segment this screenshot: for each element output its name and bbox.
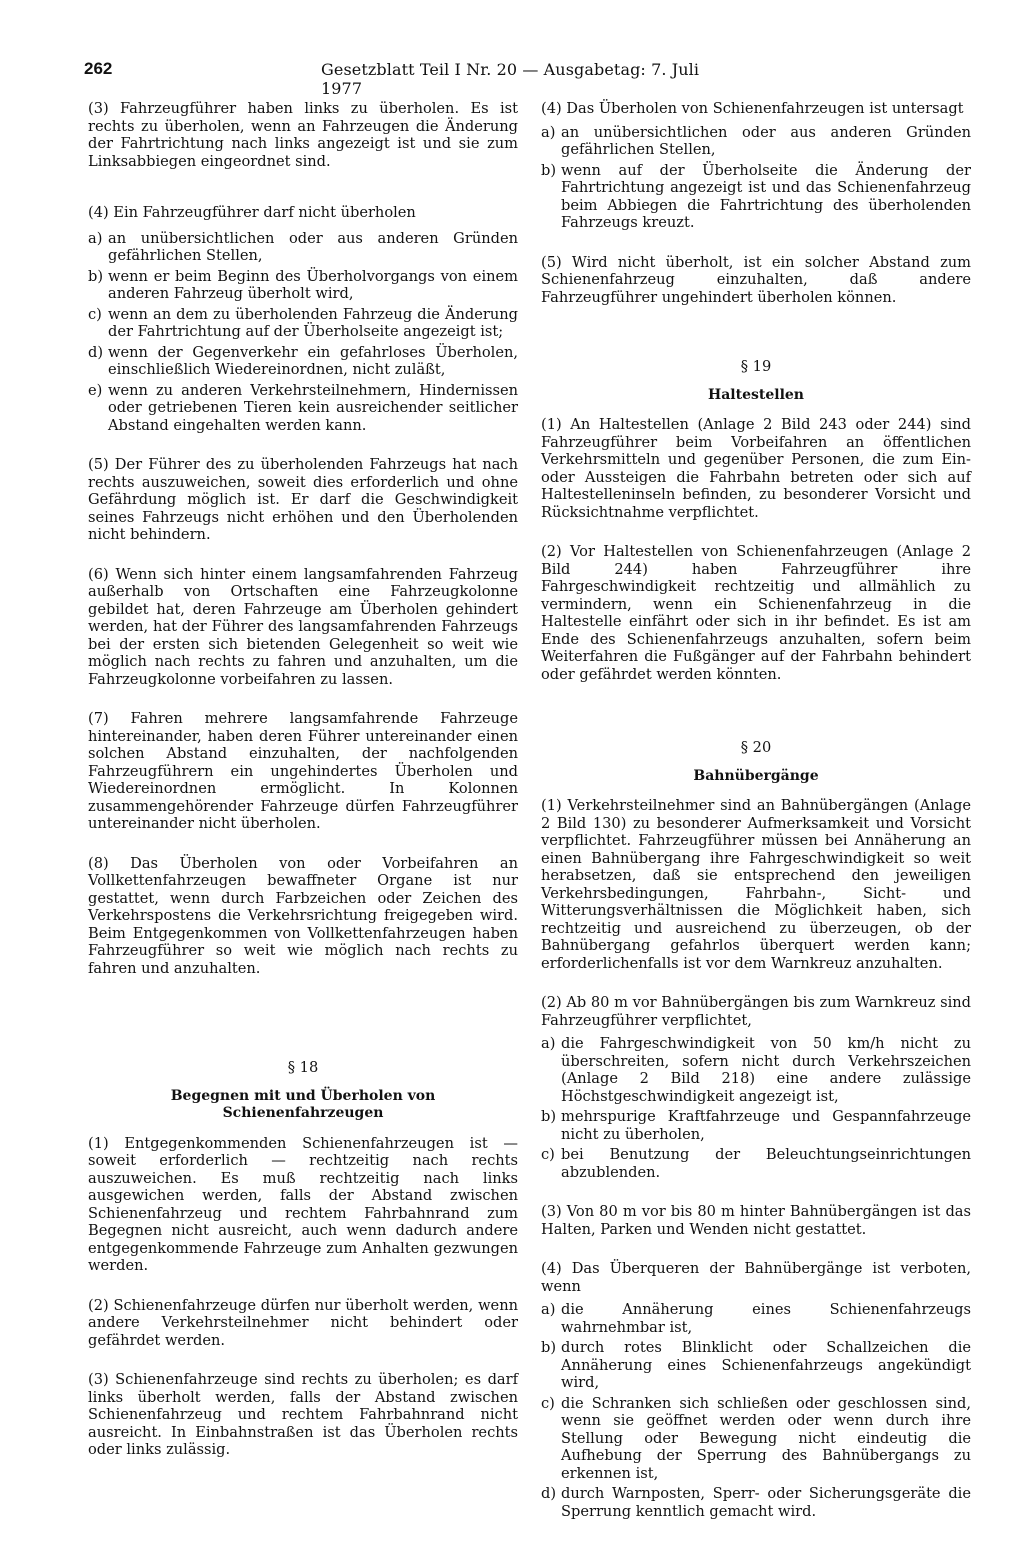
paragraph-6: (6) Wenn sich hinter einem langsamfahrenden Fahrzeug außerhalb von Ortschaften eine Fahrzeugkolonne gebildet hat, deren Fahrzeuge am Überholen gehindert werden, hat der Führer des langsamfahrenden Fahrzeugs bei der ersten sich bietenden Gelegenheit so weit wie möglich nach rechts zu fahren und anzuhalten, um die Fahrzeugkolonne vorbeifahren zu lassen. (88, 565, 518, 688)
section-20-paragraph-4-intro: (4) Das Überqueren der Bahnübergänge ist verboten, wenn (541, 1260, 971, 1295)
list-item (541, 1339, 971, 1392)
paragraph-7: (7) Fahren mehrere langsamfahrende Fahrzeuge hintereinander, haben deren Führer untereinander einen solchen Abstand einzuhalten, der nachfolgenden Fahrzeugführern ein ungehindertes Überholen und Wiedereinordnen ermöglicht. In Kolonnen zusammengehörender Fahrzeuge dürfen Fahrzeugführer untereinander nicht überholen. (88, 710, 518, 832)
list-item-letter: b) (541, 161, 557, 179)
section-18-paragraph-3: (3) Schienenfahrzeuge sind rechts zu überholen; es darf links überholt werden, falls der Abstand zwischen Schienenfahrzeug und rechtem Fahrbahnrand nicht ausreicht. In Einbahnstraßen ist das Überholen rechts oder links zulässig. (88, 1371, 518, 1458)
section-20-paragraph-4-list (541, 1301, 971, 1520)
list-item-text: an unübersichtlichen oder aus anderen Gründen gefährlichen Stellen, (108, 229, 518, 264)
list-item-text: durch Warnposten, Sperr- oder Sicherungsgeräte die Sperrung kenntlich gemacht wird. (561, 1485, 971, 1520)
list-item-text: bei Benutzung der Beleuchtungseinrichtungen abzublenden. (561, 1146, 971, 1181)
list-item (88, 268, 518, 303)
list-item-text: die Annäherung eines Schienenfahrzeugs wahrnehmbar ist, (561, 1301, 971, 1336)
list-item (541, 1395, 971, 1483)
section-20-paragraph-1: (1) Verkehrsteilnehmer sind an Bahnübergängen (Anlage 2 Bild 130) zu besonderer Aufmerksamkeit und Vorsicht verpflichtet. Fahrzeugführer müssen bei Annäherung an einen Bahnübergang ihre Fahrgeschwindigkeit so weit herabsetzen, daß sie entsprechend den jeweiligen Verkehrsbedingungen, Fahrbahn-, Sicht- und Witterungsverhältnissen die Möglichkeit haben, sich rechtzeitig und ausreichend zu überzeugen, ob der Bahnübergang gefahrlos überquert werden kann; erforderlichenfalls ist vor dem Warnkreuz anzuhalten. (541, 797, 971, 972)
list-item (88, 382, 518, 435)
section-20-number: § 20 (740, 739, 772, 756)
paragraph-3: (3) Fahrzeugführer haben links zu überholen. Es ist rechts zu überholen, wenn an Fahrzeugen die Änderung der Fahrtrichtung nach links angezeigt ist und sie zum Linksabbiegen eingeordnet sind. (88, 100, 518, 170)
list-item-letter: b) (541, 1108, 557, 1125)
list-item-text: mehrspurige Kraftfahrzeuge und Gespannfahrzeuge nicht zu überholen, (561, 1108, 971, 1143)
list-item (88, 344, 518, 379)
section-18-number: § 18 (287, 1059, 319, 1076)
section-19-number: § 19 (740, 358, 772, 375)
list-item (541, 162, 971, 232)
list-item-text: wenn an dem zu überholenden Fahrzeug die Änderung der Fahrtrichtung auf der Überholseite angezeigt ist; (108, 305, 518, 340)
section-18-paragraph-5: (5) Wird nicht überholt, ist ein solcher Abstand zum Schienenfahrzeug einzuhalten, daß andere Fahrzeugführer ungehindert überholen können. (541, 253, 971, 306)
list-item-letter: b) (88, 267, 104, 285)
list-item-text: wenn er beim Beginn des Überholvorgangs von einem anderen Fahrzeug überholt wird, (108, 267, 518, 302)
list-item-letter: c) (88, 305, 102, 323)
page-number: 262 (84, 59, 113, 78)
list-item-letter: a) (541, 1301, 556, 1318)
list-item-letter: b) (541, 1339, 557, 1356)
list-item-letter: a) (541, 1035, 556, 1052)
list-item-letter: d) (541, 1485, 557, 1502)
list-item-text: die Schranken sich schließen oder geschlossen sind, wenn sie geöffnet werden oder wenn durch ihre Stellung oder Bewegung nicht eindeutig die Aufhebung der Sperrung des Bahnübergangs zu erkennen ist, (561, 1394, 971, 1482)
section-19-paragraph-2: (2) Vor Haltestellen von Schienenfahrzeugen (Anlage 2 Bild 244) haben Fahrzeugführer ihre Fahrgeschwindigkeit rechtzeitig und allmählich zu vermindern, wenn ein Schienenfahrzeug in die Haltestelle einfährt oder sich in ihr befindet. Es ist am Ende des Schienenfahrzeugs anzuhalten, sofern beim Weiterfahren die Fußgänger auf der Fahrbahn behindert oder gefährdet werden könnten. (541, 543, 971, 683)
paragraph-4-intro: (4) Ein Fahrzeugführer darf nicht überholen (88, 204, 416, 221)
section-20-paragraph-3: (3) Von 80 m vor bis 80 m hinter Bahnübergängen ist das Halten, Parken und Wenden nicht gestattet. (541, 1203, 971, 1238)
list-item-letter: a) (541, 123, 556, 141)
list-item-letter: e) (88, 381, 103, 399)
section-18-title: Begegnen mit und Überholen von Schienenfahrzeugen (170, 1087, 436, 1121)
list-item-letter: a) (88, 229, 103, 247)
section-18-paragraph-4-list (541, 124, 971, 232)
list-item (541, 1035, 971, 1105)
list-item-letter: c) (541, 1146, 555, 1163)
list-item-text: durch rotes Blinklicht oder Schallzeichen die Annäherung eines Schienenfahrzeugs angekündigt wird, (561, 1339, 971, 1391)
section-20-paragraph-2-list (541, 1035, 971, 1181)
paragraph-5: (5) Der Führer des zu überholenden Fahrzeugs hat nach rechts auszuweichen, soweit dies erforderlich und ohne Gefährdung möglich ist. Er darf die Geschwindigkeit seines Fahrzeugs nicht erhöhen und den Überholenden nicht behindern. (88, 456, 518, 543)
section-19-title: Haltestellen (708, 386, 804, 403)
paragraph-8: (8) Das Überholen von oder Vorbeifahren an Vollkettenfahrzeugen bewaffneter Organe ist nur gestattet, wenn durch Farbzeichen oder Zeichen des Verkehrspostens die Verkehrsrichtung freigegeben wird. Beim Entgegenkommen von Vollkettenfahrzeugen haben Fahrzeugführer so weit wie möglich nach rechts zu fahren und anzuhalten. (88, 854, 518, 977)
section-18-paragraph-2: (2) Schienenfahrzeuge dürfen nur überholt werden, wenn andere Verkehrsteilnehmer nicht behindert oder gefährdet werden. (88, 1296, 518, 1349)
section-18-paragraph-1: (1) Entgegenkommenden Schienenfahrzeugen ist — soweit erforderlich — rechtzeitig nach rechts auszuweichen. Es muß rechtzeitig nach links ausgewichen werden, falls der Abstand zwischen Schienenfahrzeug und rechtem Fahrbahnrand zum Begegnen nicht ausreicht, auch wenn dadurch andere entgegenkommende Fahrzeuge zum Anhalten gezwungen werden. (88, 1134, 518, 1274)
section-18-paragraph-4-intro: (4) Das Überholen von Schienenfahrzeugen ist untersagt (541, 100, 964, 117)
section-20-paragraph-2-intro: (2) Ab 80 m vor Bahnübergängen bis zum Warnkreuz sind Fahrzeugführer verpflichtet, (541, 994, 971, 1029)
list-item (541, 124, 971, 159)
right-column (541, 100, 971, 1542)
list-item-text: wenn auf der Überholseite die Änderung der Fahrtrichtung angezeigt ist und das Schienenfahrzeug beim Abbiegen die Fahrtrichtung des überholenden Fahrzeugs kreuzt. (561, 161, 971, 231)
section-20-title: Bahnübergänge (693, 767, 819, 784)
list-item-letter: d) (88, 343, 104, 361)
list-item-letter: c) (541, 1394, 555, 1412)
list-item-text: die Fahrgeschwindigkeit von 50 km/h nicht zu überschreiten, sofern nicht durch Verkehrszeichen (Anlage 2 Bild 218) eine andere zulässige Höchstgeschwindigkeit angezeigt ist, (561, 1035, 971, 1105)
list-item (541, 1108, 971, 1143)
list-item-text: an unübersichtlichen oder aus anderen Gründen gefährlichen Stellen, (561, 123, 971, 158)
list-item (541, 1485, 971, 1520)
section-19-paragraph-1: (1) An Haltestellen (Anlage 2 Bild 243 oder 244) sind Fahrzeugführer beim Vorbeifahren an öffentlichen Verkehrsmitteln und gegenüber Personen, die zum Ein- oder Aussteigen die Fahrbahn betreten oder sich auf Haltestelleninseln befinden, zu besonderer Vorsicht und Rücksichtnahme verpflichtet. (541, 416, 971, 521)
list-item (88, 306, 518, 341)
page-header-title: Gesetzblatt Teil I Nr. 20 — Ausgabetag: 7. Juli 1977 (321, 60, 700, 98)
paragraph-4-list (88, 230, 518, 435)
list-item-text: wenn zu anderen Verkehrsteilnehmern, Hindernissen oder getriebenen Tieren kein ausreichender seitlicher Abstand eingehalten werden kann. (108, 381, 518, 434)
list-item (541, 1146, 971, 1181)
list-item (541, 1301, 971, 1336)
page-header (84, 59, 726, 98)
list-item-text: wenn der Gegenverkehr ein gefahrloses Überholen, einschließlich Wiedereinordnen, nicht zuläßt, (108, 343, 518, 378)
left-column (88, 100, 518, 1481)
list-item (88, 230, 518, 265)
